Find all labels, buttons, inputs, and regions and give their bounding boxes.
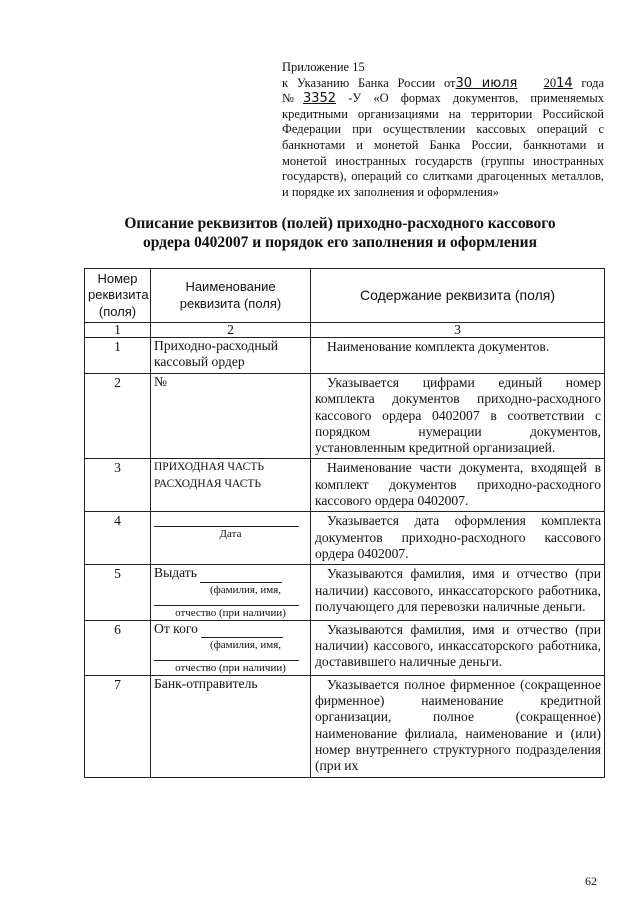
fill-caption: (фамилия, имя, bbox=[209, 638, 282, 651]
row-name bbox=[151, 565, 311, 620]
row-name-label: От кого bbox=[154, 620, 198, 636]
appendix-rest-first: -У «О формах документов, применяемых bbox=[348, 91, 604, 106]
appendix-year-word: года bbox=[581, 75, 604, 90]
row-content: Указывается полное фирменное (сокращенное фирменное) наименование кредитной организации, полное (сокращенное) наименование филиала, наименование и (или) номер внутреннего структурного подразделения (при их bbox=[311, 675, 605, 777]
appendix-header bbox=[282, 60, 604, 200]
date-fill-line bbox=[154, 512, 299, 527]
table-row bbox=[85, 675, 605, 777]
row-name: № bbox=[151, 374, 311, 459]
requisites-table bbox=[84, 268, 605, 778]
row-content: Указывается цифрами единый номер комплекта документов приходно-расходного кассового ордера 0402007 в соответствии с порядком нумерации документов, установленным кредитной организацией. bbox=[311, 374, 605, 459]
appendix-last-line: и порядке их заполнения и оформления» bbox=[282, 184, 499, 199]
header-name: Наименование реквизита (поля) bbox=[151, 269, 311, 323]
appendix-no-sign: № bbox=[282, 91, 303, 106]
row-number: 6 bbox=[85, 620, 151, 675]
table-row bbox=[85, 620, 605, 675]
row-name-line: ПРИХОДНАЯ ЧАСТЬ bbox=[154, 461, 264, 474]
row-name: Приходно-расходный кассовый ордер bbox=[151, 338, 311, 374]
fill-line bbox=[200, 565, 282, 582]
appendix-number-line bbox=[282, 91, 604, 107]
appendix-date-year-suffix: 14 bbox=[556, 75, 573, 91]
row-number: 3 bbox=[85, 459, 151, 512]
table-header-row bbox=[85, 269, 605, 323]
fill-caption: отчество (при наличии) bbox=[175, 606, 286, 619]
table-row bbox=[85, 374, 605, 459]
appendix-line: государств), операций со слитками драгоценных металлов, bbox=[282, 169, 604, 184]
document-title-line2: ордера 0402007 и порядок его заполнения и оформления bbox=[143, 234, 537, 251]
fill-line bbox=[154, 652, 299, 661]
appendix-line: кредитными организациями на территории Российской bbox=[282, 106, 604, 121]
row-name bbox=[151, 620, 311, 675]
appendix-number: 3352 bbox=[302, 91, 337, 107]
row-content: Наименование комплекта документов. bbox=[311, 338, 605, 374]
date-caption: Дата bbox=[219, 528, 242, 541]
column-number-row bbox=[85, 323, 605, 338]
row-content: Указываются фамилия, имя и отчество (при наличии) кассового, инкассаторского работника, доставившего наличные деньги. bbox=[311, 620, 605, 675]
row-name-line: РАСХОДНАЯ ЧАСТЬ bbox=[154, 477, 261, 490]
row-name-label: Выдать bbox=[154, 565, 197, 581]
row-content: Указывается дата оформления комплекта документов приходно-расходного кассового ордера 0402007. bbox=[311, 512, 605, 565]
row-number: 2 bbox=[85, 374, 151, 459]
fill-caption: (фамилия, имя, bbox=[209, 583, 282, 596]
row-number: 1 bbox=[85, 338, 151, 374]
row-content: Наименование части документа, входящей в комплект документов приходно-расходного кассового ордера 0402007. bbox=[311, 459, 605, 512]
column-number: 1 bbox=[85, 323, 151, 338]
appendix-line: монетой иностранных государств (группы иностранных bbox=[282, 153, 604, 168]
page-number: 62 bbox=[585, 874, 597, 888]
appendix-line: банкнотами и монетой Банка России, банкнотами и bbox=[282, 137, 604, 152]
fill-caption: отчество (при наличии) bbox=[175, 661, 286, 674]
row-name: Банк-отправитель bbox=[151, 675, 311, 777]
header-content: Содержание реквизита (поля) bbox=[311, 269, 605, 323]
appendix-date-day-month: 30 июля bbox=[455, 75, 518, 91]
fill-line bbox=[154, 597, 299, 606]
column-number: 3 bbox=[311, 323, 605, 338]
row-number: 5 bbox=[85, 565, 151, 620]
fill-line bbox=[201, 621, 283, 638]
appendix-title: Приложение 15 bbox=[282, 60, 365, 74]
table-row bbox=[85, 512, 605, 565]
table-row bbox=[85, 565, 605, 620]
row-content: Указываются фамилия, имя и отчество (при наличии) кассового, инкассаторского работника, получающего для перевозки наличные деньги. bbox=[311, 565, 605, 620]
document-title-line1: Описание реквизитов (полей) приходно-расходного кассового bbox=[124, 215, 556, 232]
row-name bbox=[151, 459, 311, 512]
appendix-to-instruction: к Указанию Банка России от bbox=[282, 75, 456, 90]
appendix-reference-line bbox=[282, 76, 604, 92]
appendix-line: Федерации при осуществлении кассовых операций с bbox=[282, 122, 604, 137]
column-number: 2 bbox=[151, 323, 311, 338]
row-number: 4 bbox=[85, 512, 151, 565]
appendix-date-year-prefix: 20 bbox=[543, 75, 557, 90]
header-number: Номер реквизита (поля) bbox=[85, 269, 151, 323]
document-title bbox=[60, 214, 620, 252]
row-name bbox=[151, 512, 311, 565]
table-row bbox=[85, 338, 605, 374]
table-row bbox=[85, 459, 605, 512]
row-number: 7 bbox=[85, 675, 151, 777]
